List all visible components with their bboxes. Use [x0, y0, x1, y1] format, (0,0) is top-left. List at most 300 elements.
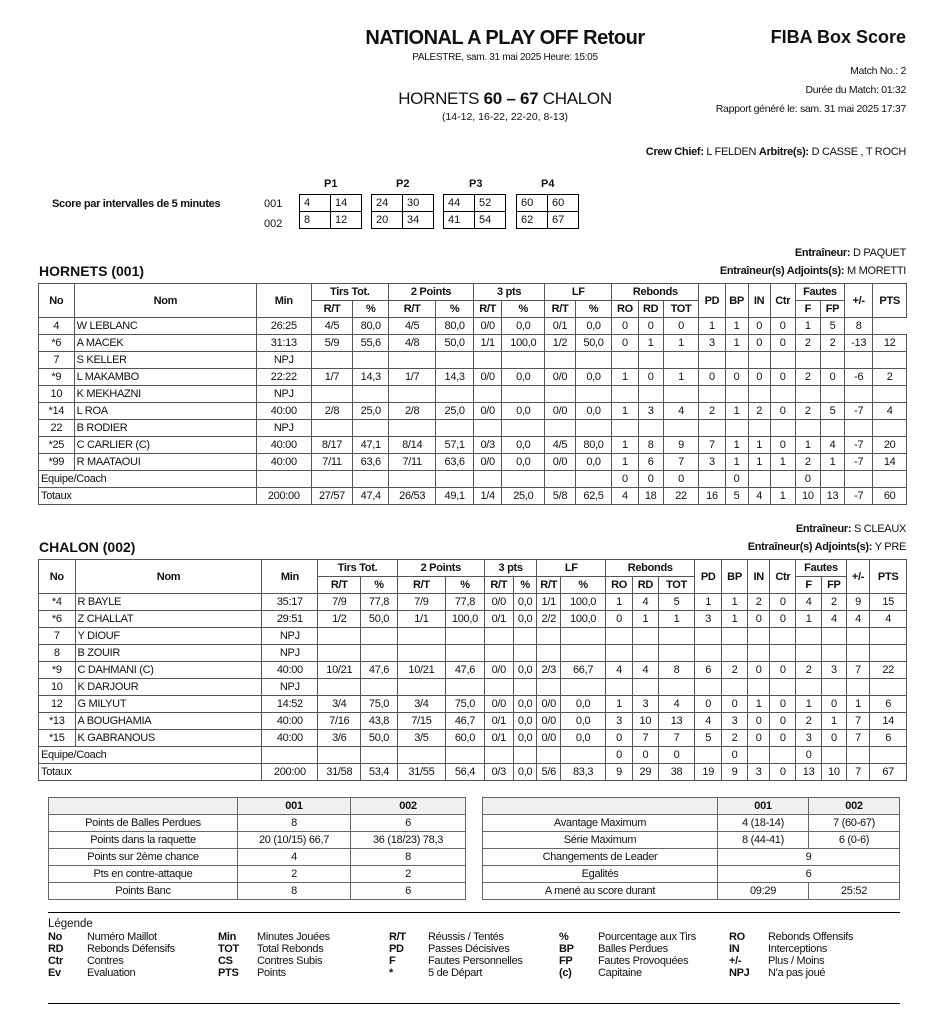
totals-row: [39, 764, 907, 781]
player-number: 4: [39, 318, 75, 335]
col-rt: R/T: [474, 301, 502, 318]
col-pct: %: [502, 301, 545, 318]
stat-cell: [748, 352, 770, 369]
totals-cell: 200:00: [262, 764, 318, 781]
summary-label: Série Maximum: [483, 832, 718, 849]
legend-desc: Interceptions: [768, 943, 828, 955]
col-fp: FP: [820, 301, 844, 318]
stat-cell: 4: [663, 403, 699, 420]
stat-cell: 1/2: [545, 335, 575, 352]
stat-cell: [575, 471, 612, 488]
officials: [646, 146, 906, 158]
summary-value: 36 (18/23) 78,3: [351, 832, 466, 849]
stat-cell: 0: [770, 318, 795, 335]
player-minutes: NPJ: [257, 420, 312, 437]
player-number: 10: [39, 386, 75, 403]
totals-cell: 25,0: [502, 488, 545, 505]
stat-cell: 2/2: [537, 611, 561, 628]
player-name: C DAHMANI (C): [75, 662, 262, 679]
totals-cell: 47,4: [353, 488, 389, 505]
stat-cell: 8: [845, 318, 873, 335]
totals-cell: 5: [725, 488, 748, 505]
stat-cell: [545, 352, 575, 369]
stat-cell: 3: [695, 611, 722, 628]
stat-cell: [545, 420, 575, 437]
summary-label: Pts en contre-attaque: [49, 866, 238, 883]
col-pct: %: [446, 577, 485, 594]
legend-desc: Contres: [87, 955, 124, 967]
stat-cell: 100,0: [446, 611, 485, 628]
legend-desc: Fautes Personnelles: [428, 955, 523, 967]
stat-cell: 7: [846, 662, 870, 679]
stat-cell: [537, 747, 561, 764]
stat-cell: 8: [658, 662, 695, 679]
stat-cell: 55,6: [353, 335, 389, 352]
stat-cell: [397, 628, 445, 645]
stat-cell: 1/7: [311, 369, 353, 386]
col-pct: %: [353, 301, 389, 318]
stat-cell: 5: [695, 730, 722, 747]
stat-cell: 4: [820, 437, 844, 454]
assistant-label: Entraîneur(s) Adjoints(s):: [719, 265, 845, 277]
team1-coach: [795, 247, 906, 259]
stat-cell: 3: [796, 730, 822, 747]
legend-key: %: [559, 931, 569, 943]
player-number: *6: [39, 335, 75, 352]
stat-cell: 75,0: [361, 696, 398, 713]
player-number: 10: [39, 679, 76, 696]
player-number: *99: [39, 454, 75, 471]
stat-cell: 0/0: [474, 318, 502, 335]
totals-cell: 83,3: [561, 764, 606, 781]
stat-cell: 1: [795, 318, 820, 335]
col-ctr: Ctr: [770, 560, 796, 594]
stat-cell: 4/5: [311, 318, 353, 335]
legend-key: RD: [48, 943, 64, 955]
player-row: [39, 594, 907, 611]
interval-cell: 44: [444, 195, 475, 212]
team1-rows: [39, 318, 907, 505]
legend-desc: Evaluation: [87, 967, 136, 979]
legend-desc: Fautes Provoquées: [598, 955, 689, 967]
assistant-name: Y PRE: [874, 541, 906, 553]
totals-cell: 0/3: [484, 764, 513, 781]
stat-cell: [446, 645, 485, 662]
stat-cell: 0: [606, 730, 633, 747]
legend-desc: Capitaine: [598, 967, 642, 979]
period-scores: (14-12, 16-22, 22-20, 8-13): [441, 111, 569, 123]
stat-cell: [318, 747, 361, 764]
col-rd: RD: [632, 577, 658, 594]
stat-cell: 6: [638, 454, 663, 471]
stat-cell: 0,0: [513, 594, 537, 611]
report-title: NATIONAL A PLAY OFF Retour: [365, 27, 645, 49]
col-rt: R/T: [537, 577, 561, 594]
summary-label: Points Banc: [49, 883, 238, 900]
col-tot: TOT: [658, 577, 695, 594]
col-rebonds: Rebonds: [606, 560, 695, 577]
legend-desc: 5 de Départ: [428, 967, 483, 979]
col-in: IN: [748, 284, 770, 318]
stat-cell: 0,0: [502, 318, 545, 335]
stat-cell: 2: [722, 662, 748, 679]
stat-cell: [695, 628, 722, 645]
stat-cell: 0: [770, 662, 796, 679]
stat-cell: [770, 420, 795, 437]
stat-cell: -7: [845, 454, 873, 471]
stat-cell: [822, 679, 847, 696]
stat-cell: 0: [612, 335, 638, 352]
stat-cell: 0,0: [513, 730, 537, 747]
stat-cell: [436, 386, 474, 403]
stat-cell: 0: [770, 594, 796, 611]
player-number: *9: [39, 369, 75, 386]
player-name: Y DIOUF: [75, 628, 262, 645]
stat-cell: 4/5: [545, 437, 575, 454]
stat-cell: 0: [699, 369, 725, 386]
stat-cell: 7: [699, 437, 725, 454]
stat-cell: 0: [638, 471, 663, 488]
player-number: 12: [39, 696, 76, 713]
stat-cell: 0: [770, 730, 796, 747]
col-lf: LF: [537, 560, 606, 577]
stat-cell: 0: [638, 318, 663, 335]
stat-cell: [822, 645, 847, 662]
stat-cell: 0: [770, 369, 795, 386]
stat-cell: 0/0: [545, 454, 575, 471]
summary-label: Points dans la raquette: [49, 832, 238, 849]
stat-cell: 0,0: [575, 318, 612, 335]
stat-cell: [748, 420, 770, 437]
player-number: 22: [39, 420, 75, 437]
player-row: [39, 335, 907, 352]
stat-cell: [353, 386, 389, 403]
stat-cell: 9: [663, 437, 699, 454]
stat-cell: [397, 747, 445, 764]
player-row: [39, 454, 907, 471]
summary-corner: [483, 798, 718, 815]
stat-cell: 1: [612, 437, 638, 454]
stat-cell: 1: [725, 437, 748, 454]
player-number: *25: [39, 437, 75, 454]
player-name: A BOUGHAMIA: [75, 713, 262, 730]
summary-value: 4: [238, 849, 351, 866]
player-row: [39, 369, 907, 386]
col-tirs: Tirs Tot.: [311, 284, 389, 301]
stat-cell: 2: [795, 369, 820, 386]
final-score: [0, 89, 928, 109]
totals-cell: 22: [663, 488, 699, 505]
referees: D CASSE , T ROCH: [811, 146, 906, 158]
stat-cell: 4: [846, 611, 870, 628]
totals-cell: 0,0: [513, 764, 537, 781]
stat-cell: [770, 386, 795, 403]
stat-cell: 4: [822, 611, 847, 628]
totals-cell: 18: [638, 488, 663, 505]
col-ro: RO: [606, 577, 633, 594]
stat-cell: 1/7: [389, 369, 436, 386]
legend-key: TOT: [218, 943, 239, 955]
stat-cell: 0,0: [575, 403, 612, 420]
stat-cell: 8: [638, 437, 663, 454]
stat-cell: 0/1: [484, 611, 513, 628]
stat-cell: [873, 386, 907, 403]
stat-cell: [361, 747, 398, 764]
totals-cell: 38: [658, 764, 695, 781]
interval-period: P2: [396, 178, 410, 190]
stat-cell: 1: [632, 611, 658, 628]
stat-cell: [474, 386, 502, 403]
col-plusminus: +/-: [845, 284, 873, 318]
stat-cell: 0,0: [513, 713, 537, 730]
player-name: K GABRANOUS: [75, 730, 262, 747]
player-row: [39, 386, 907, 403]
match-duration: Durée du Match: 01:32: [805, 84, 906, 96]
stat-cell: 1/1: [537, 594, 561, 611]
legend-key: CS: [218, 955, 233, 967]
summary-value: 9: [718, 849, 900, 866]
col-pd: PD: [695, 560, 722, 594]
player-name: L MAKAMBO: [74, 369, 256, 386]
stat-cell: 14: [870, 713, 907, 730]
stat-cell: [638, 352, 663, 369]
stat-cell: [575, 420, 612, 437]
stat-cell: 0: [663, 318, 699, 335]
stat-cell: 77,8: [446, 594, 485, 611]
interval-cell: 52: [475, 195, 506, 212]
col-pts: PTS: [870, 560, 907, 594]
player-name: B ZOUIR: [75, 645, 262, 662]
stat-cell: [822, 747, 847, 764]
stat-cell: [474, 471, 502, 488]
col-min: Min: [262, 560, 318, 594]
stat-cell: 3: [606, 713, 633, 730]
col-pct: %: [575, 301, 612, 318]
stat-cell: 4: [695, 713, 722, 730]
stat-cell: 60,0: [446, 730, 485, 747]
legend-key: PTS: [218, 967, 239, 979]
totals-cell: 67: [870, 764, 907, 781]
stat-cell: 0/1: [545, 318, 575, 335]
totals-label: Totaux: [39, 488, 257, 505]
stat-cell: 50,0: [361, 611, 398, 628]
stat-cell: [361, 679, 398, 696]
stat-cell: [545, 386, 575, 403]
player-row: [39, 679, 907, 696]
stat-cell: 0,0: [561, 730, 606, 747]
stat-cell: 4/5: [389, 318, 436, 335]
stat-cell: 0: [770, 335, 795, 352]
stat-cell: [722, 679, 748, 696]
col-pct: %: [513, 577, 537, 594]
stat-cell: 9: [846, 594, 870, 611]
team-coach-label: Equipe/Coach: [39, 471, 257, 488]
stat-cell: 3/4: [318, 696, 361, 713]
stat-cell: 1: [748, 437, 770, 454]
col-rebonds: Rebonds: [612, 284, 699, 301]
col-rt: R/T: [545, 301, 575, 318]
stat-cell: 1: [725, 403, 748, 420]
totals-cell: -7: [845, 488, 873, 505]
interval-cell: 62: [517, 212, 548, 229]
stat-cell: [748, 386, 770, 403]
stat-cell: 0/0: [484, 696, 513, 713]
interval-cell: 8: [300, 212, 331, 229]
stat-cell: [795, 352, 820, 369]
player-name: L ROA: [74, 403, 256, 420]
stat-cell: 1: [606, 594, 633, 611]
col-rt: R/T: [397, 577, 445, 594]
stat-cell: [353, 352, 389, 369]
legend-key: Min: [218, 931, 237, 943]
stat-cell: 2: [873, 369, 907, 386]
stat-cell: 7/9: [397, 594, 445, 611]
stat-cell: 2/8: [389, 403, 436, 420]
stat-cell: 7/11: [311, 454, 353, 471]
stat-cell: 0: [770, 403, 795, 420]
col-lf: LF: [545, 284, 612, 301]
player-number: 7: [39, 352, 75, 369]
stat-cell: [870, 679, 907, 696]
stat-cell: 7: [658, 730, 695, 747]
col-pts: PTS: [873, 284, 907, 318]
interval-cell: 14: [331, 195, 362, 212]
stat-cell: 1: [612, 403, 638, 420]
stat-cell: 0: [606, 747, 633, 764]
stat-cell: 1: [699, 318, 725, 335]
stat-cell: 1: [695, 594, 722, 611]
stat-cell: 15: [870, 594, 907, 611]
summary-right: [482, 797, 900, 900]
stat-cell: [311, 471, 353, 488]
stat-cell: [353, 420, 389, 437]
stat-cell: 0: [695, 696, 722, 713]
stat-cell: 3/6: [318, 730, 361, 747]
stat-cell: 0,0: [502, 403, 545, 420]
interval-cell: 60: [517, 195, 548, 212]
stat-cell: [484, 747, 513, 764]
stat-cell: 4: [796, 594, 822, 611]
stat-cell: 4/8: [389, 335, 436, 352]
stat-cell: [436, 471, 474, 488]
legend: [48, 912, 900, 979]
col-rt: R/T: [311, 301, 353, 318]
stat-cell: [513, 747, 537, 764]
totals-cell: 0: [770, 764, 796, 781]
stat-cell: [846, 747, 870, 764]
stat-cell: 1: [722, 594, 748, 611]
totals-cell: 3: [747, 764, 770, 781]
stat-cell: 75,0: [446, 696, 485, 713]
stat-cell: 0: [770, 437, 795, 454]
home-team: HORNETS: [398, 89, 480, 108]
legend-key: BP: [559, 943, 574, 955]
player-minutes: NPJ: [262, 645, 318, 662]
report-generated: Rapport généré le: sam. 31 mai 2025 17:37: [715, 103, 906, 115]
summary-label: A mené au score durant: [483, 883, 718, 900]
stat-cell: 0: [748, 335, 770, 352]
player-minutes: 40:00: [262, 713, 318, 730]
interval-cell: 54: [475, 212, 506, 229]
stat-cell: [575, 352, 612, 369]
stat-cell: [397, 645, 445, 662]
stat-cell: 0: [747, 662, 770, 679]
col-name: Nom: [75, 560, 262, 594]
stat-cell: [397, 679, 445, 696]
summary-value: 6: [351, 883, 466, 900]
stat-cell: 0: [722, 696, 748, 713]
totals-cell: 16: [699, 488, 725, 505]
summary-value: 6: [351, 815, 466, 832]
stat-cell: 1: [663, 335, 699, 352]
interval-period: P3: [469, 178, 483, 190]
interval-label: Score par intervalles de 5 minutes: [52, 198, 221, 210]
stat-cell: 25,0: [436, 403, 474, 420]
interval-cell: 20: [372, 212, 403, 229]
col-fautes: Fautes: [795, 284, 844, 301]
stat-cell: 0: [748, 318, 770, 335]
interval-period: P4: [541, 178, 555, 190]
stat-cell: 0/0: [537, 713, 561, 730]
stat-cell: [725, 352, 748, 369]
stat-cell: 0: [747, 730, 770, 747]
stat-cell: 0,0: [575, 454, 612, 471]
stat-cell: 1: [820, 454, 844, 471]
stat-cell: [318, 679, 361, 696]
summary-value: 20 (10/15) 66,7: [238, 832, 351, 849]
stat-cell: 3: [699, 335, 725, 352]
legend-key: F: [389, 955, 396, 967]
stat-cell: 0: [725, 471, 748, 488]
totals-cell: 10: [822, 764, 847, 781]
stat-cell: [537, 645, 561, 662]
stat-cell: 4: [658, 696, 695, 713]
legend-key: Ctr: [48, 955, 63, 967]
team1-assistant: [720, 265, 906, 277]
stat-cell: 0: [606, 611, 633, 628]
stat-cell: 25,0: [353, 403, 389, 420]
stat-cell: 2: [795, 403, 820, 420]
player-minutes: NPJ: [257, 352, 312, 369]
stat-cell: 0,0: [502, 437, 545, 454]
stat-cell: [722, 645, 748, 662]
player-minutes: NPJ: [262, 628, 318, 645]
stat-cell: [361, 628, 398, 645]
player-row: [39, 628, 907, 645]
stat-cell: [747, 747, 770, 764]
stat-cell: [606, 628, 633, 645]
stat-cell: [545, 471, 575, 488]
col-rt: R/T: [318, 577, 361, 594]
stat-cell: 8/17: [311, 437, 353, 454]
stat-cell: [632, 679, 658, 696]
stat-cell: 8/14: [389, 437, 436, 454]
stat-cell: 1: [722, 611, 748, 628]
stat-cell: 0/0: [474, 369, 502, 386]
stat-cell: 7/16: [318, 713, 361, 730]
stat-cell: 5: [820, 403, 844, 420]
stat-cell: 10/21: [397, 662, 445, 679]
stat-cell: 0: [822, 730, 847, 747]
summary-label: Changements de Leader: [483, 849, 718, 866]
totals-cell: 4: [612, 488, 638, 505]
stat-cell: 0,0: [513, 696, 537, 713]
player-row: [39, 352, 907, 369]
stat-cell: 50,0: [575, 335, 612, 352]
stat-cell: [846, 628, 870, 645]
interval-box-p1: [299, 194, 362, 229]
stat-cell: 0: [747, 611, 770, 628]
